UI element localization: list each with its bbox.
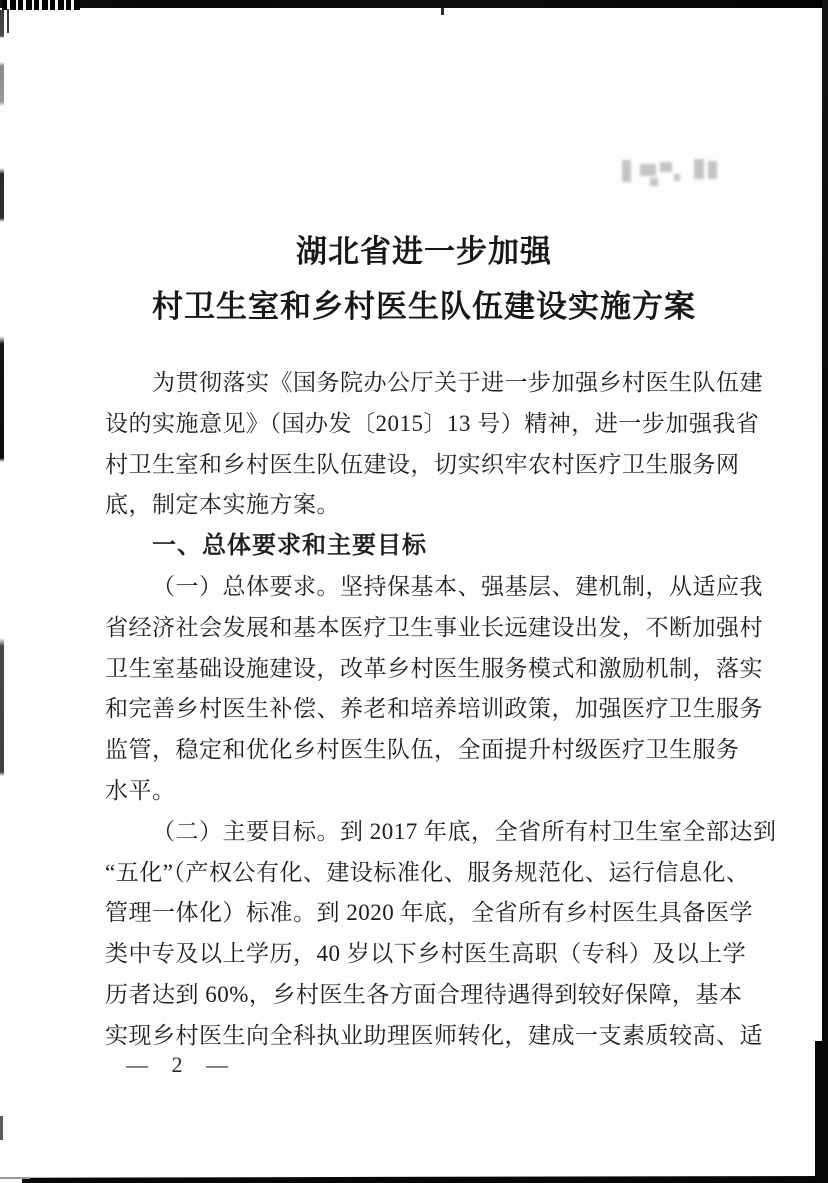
text-line: 设的实施意见》（国办发〔2015〕13 号）精神，进一步加强我省 bbox=[105, 410, 760, 436]
text-line: 管理一体化）标准。到 2020 年底，全省所有乡村医生具备医学 bbox=[105, 900, 753, 926]
text-line: 和完善乡村医生补偿、养老和培养培训政策，加强医疗卫生服务 bbox=[105, 696, 763, 722]
scan-edge-bottom bbox=[22, 1176, 828, 1183]
document-title-line1: 湖北省进一步加强 bbox=[296, 234, 552, 269]
scan-edge-right bbox=[822, 0, 828, 1183]
text-line: （一）总体要求。坚持保基本、强基层、建机制，从适应我 bbox=[152, 573, 763, 599]
page-number: — 2 — bbox=[126, 1052, 237, 1077]
document-body bbox=[105, 363, 777, 1057]
scan-edge-corner-bottom-right bbox=[815, 1041, 828, 1183]
text-line: 省经济社会发展和基本医疗卫生事业长远建设出发，不断加强村 bbox=[105, 614, 763, 640]
text-line: 底，制定本实施方案。 bbox=[105, 492, 340, 518]
scan-artifact-corner-mark bbox=[7, 9, 9, 33]
text-line: 为贯彻落实《国务院办公厅关于进一步加强乡村医生队伍建 bbox=[152, 370, 763, 395]
scan-artifact-barcode-marks bbox=[2, 0, 80, 10]
scan-edge-top bbox=[0, 0, 828, 8]
text-line: 水平。 bbox=[105, 777, 176, 803]
scan-artifact-tick bbox=[441, 8, 444, 15]
text-line: 类中专及以上学历，40 岁以下乡村医生高职（专科）及以上学 bbox=[105, 941, 747, 967]
text-line: 实现乡村医生向全科执业助理医师转化，建成一支素质较高、适 bbox=[105, 1022, 763, 1048]
text-line: 历者达到 60%，乡村医生各方面合理待遇得到较好保障，基本 bbox=[105, 981, 743, 1007]
scan-edge-bottom-gray bbox=[0, 1177, 30, 1179]
text-line: 村卫生室和乡村医生队伍建设，切实织牢农村医疗卫生服务网 bbox=[105, 451, 740, 477]
faint-stamp-mark bbox=[616, 154, 732, 192]
scan-edge-left bbox=[0, 10, 4, 810]
section-heading: 一、总体要求和主要目标 bbox=[152, 532, 427, 560]
scan-artifact-left-low bbox=[0, 1116, 3, 1140]
text-line: 卫生室基础设施建设，改革乡村医生服务模式和激励机制，落实 bbox=[105, 655, 763, 681]
text-line: （二）主要目标。到 2017 年底，全省所有村卫生室全部达到 bbox=[152, 818, 777, 844]
text-line: “五化”（产权公有化、建设标准化、服务规范化、运行信息化、 bbox=[105, 859, 750, 885]
text-line: 监管，稳定和优化乡村医生队伍，全面提升村级医疗卫生服务 bbox=[105, 737, 740, 763]
document-title-line2: 村卫生室和乡村医生队伍建设实施方案 bbox=[152, 289, 696, 324]
